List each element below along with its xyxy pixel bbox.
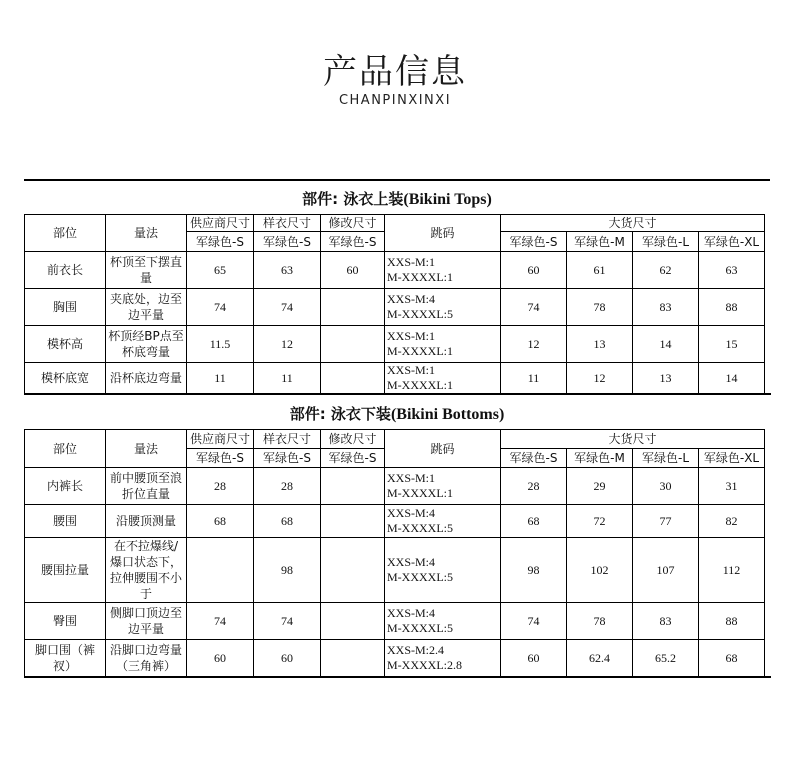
cell-part: 模杯底宽 [25, 363, 106, 395]
header-code: 跳码 [385, 430, 501, 468]
header-sample: 样衣尺寸 [254, 430, 321, 449]
cell-bulk-xl: 68 [699, 640, 765, 677]
subheader-bulk_xl: 军绿色-XL [699, 449, 765, 468]
subheader-supplier: 军绿色-S [187, 232, 254, 252]
size-code-line-1: XXS-M:1 [387, 363, 436, 377]
cell-method: 夹底处，边至边平量 [106, 289, 187, 326]
cell-method: 在不拉爆线/爆口状态下，拉伸腰围不小于 [106, 538, 187, 603]
header-method: 量法 [106, 215, 187, 252]
size-code-line-2: M-XXXXL:1 [387, 270, 453, 284]
table-row [25, 640, 771, 677]
header-supplier: 供应商尺寸 [187, 430, 254, 449]
size-code-line-1: XXS-M:4 [387, 555, 436, 569]
cell-revised: 60 [321, 252, 385, 289]
cell-bulk-m: 62.4 [567, 640, 633, 677]
cell-size-code [385, 640, 501, 677]
size-code-line-2: M-XXXXL:2.8 [387, 657, 462, 672]
cell-bulk-xl: 82 [699, 505, 765, 538]
cell-size-code [385, 289, 501, 326]
subheader-bulk_s: 军绿色-S [501, 449, 567, 468]
cell-bulk-l: 83 [633, 289, 699, 326]
bottoms-title-en: (Bikini Bottoms) [390, 406, 505, 423]
cell-edge [765, 232, 771, 252]
size-code-line-2: M-XXXXL:5 [387, 570, 453, 584]
cell-supplier [187, 538, 254, 603]
cell-revised [321, 640, 385, 677]
cell-revised [321, 505, 385, 538]
cell-sample: 12 [254, 326, 321, 363]
cell-part: 模杯高 [25, 326, 106, 363]
cell-bulk-s: 28 [501, 468, 567, 505]
cell-bulk-xl: 31 [699, 468, 765, 505]
table-row [25, 363, 771, 395]
cell-bulk-m: 29 [567, 468, 633, 505]
cell-size-code [385, 326, 501, 363]
table-row [25, 289, 771, 326]
cell-edge [765, 468, 771, 505]
cell-revised [321, 289, 385, 326]
cell-bulk-s: 74 [501, 603, 567, 640]
subheader-sample: 军绿色-S [254, 449, 321, 468]
cell-part: 前衣长 [25, 252, 106, 289]
cell-bulk-l: 62 [633, 252, 699, 289]
cell-revised [321, 468, 385, 505]
cell-bulk-l: 30 [633, 468, 699, 505]
cell-sample: 11 [254, 363, 321, 395]
cell-part: 臀围 [25, 603, 106, 640]
subheader-bulk_l: 军绿色-L [633, 449, 699, 468]
cell-supplier: 74 [187, 603, 254, 640]
cell-revised [321, 326, 385, 363]
size-code-line-2: M-XXXXL:1 [387, 486, 453, 500]
size-code-line-2: M-XXXXL:5 [387, 521, 453, 535]
cell-edge [765, 326, 771, 363]
cell-bulk-l: 65.2 [633, 640, 699, 677]
cell-method: 杯顶经BP点至杯底弯量 [106, 326, 187, 363]
size-code-line-2: M-XXXXL:5 [387, 621, 453, 635]
tops-title-en: (Bikini Tops) [403, 191, 492, 208]
cell-supplier: 11.5 [187, 326, 254, 363]
cell-bulk-m: 13 [567, 326, 633, 363]
header-supplier: 供应商尺寸 [187, 215, 254, 232]
size-code-line-1: XXS-M:4 [387, 292, 436, 306]
cell-sample: 74 [254, 289, 321, 326]
cell-method: 前中腰顶至浪折位直量 [106, 468, 187, 505]
subheader-bulk_m: 军绿色-M [567, 449, 633, 468]
cell-supplier: 68 [187, 505, 254, 538]
cell-bulk-l: 83 [633, 603, 699, 640]
subheader-revised: 军绿色-S [321, 232, 385, 252]
subheader-bulk_xl: 军绿色-XL [699, 232, 765, 252]
cell-bulk-s: 12 [501, 326, 567, 363]
cell-sample: 68 [254, 505, 321, 538]
table-row [25, 468, 771, 505]
cell-edge [765, 640, 771, 677]
cell-part: 脚口围（裤衩） [25, 640, 106, 677]
cell-part: 内裤长 [25, 468, 106, 505]
size-code-line-1: XXS-M:4 [387, 606, 436, 620]
cell-method: 沿杯底边弯量 [106, 363, 187, 395]
tops-section-title [24, 188, 770, 209]
cell-supplier: 60 [187, 640, 254, 677]
table-row [25, 252, 771, 289]
cell-bulk-s: 60 [501, 252, 567, 289]
header-part: 部位 [25, 215, 106, 252]
subheader-bulk_m: 军绿色-M [567, 232, 633, 252]
header-method: 量法 [106, 430, 187, 468]
table-row [25, 326, 771, 363]
cell-bulk-xl: 15 [699, 326, 765, 363]
page-subtitle: CHANPINXINXI [338, 93, 452, 108]
page-title: 产品信息 [323, 52, 467, 92]
header-revised: 修改尺寸 [321, 430, 385, 449]
bottoms-section-title [24, 403, 770, 424]
cell-edge [765, 449, 771, 468]
cell-edge [765, 505, 771, 538]
cell-bulk-m: 61 [567, 252, 633, 289]
cell-edge [765, 215, 771, 232]
cell-bulk-m: 102 [567, 538, 633, 603]
size-code-line-2: M-XXXXL:1 [387, 344, 453, 358]
cell-revised [321, 603, 385, 640]
cell-edge [765, 363, 771, 395]
cell-size-code [385, 252, 501, 289]
cell-sample: 63 [254, 252, 321, 289]
header-part: 部位 [25, 430, 106, 468]
cell-bulk-s: 68 [501, 505, 567, 538]
table-row [25, 603, 771, 640]
header-revised: 修改尺寸 [321, 215, 385, 232]
cell-part: 胸围 [25, 289, 106, 326]
bottoms-title-cn: 部件: 泳衣下装 [289, 405, 391, 423]
cell-method: 侧脚口顶边至边平量 [106, 603, 187, 640]
cell-supplier: 74 [187, 289, 254, 326]
cell-bulk-xl: 63 [699, 252, 765, 289]
cell-bulk-l: 13 [633, 363, 699, 395]
cell-method: 杯顶至下摆直量 [106, 252, 187, 289]
size-code-line-1: XXS-M:1 [387, 329, 436, 343]
cell-method: 沿腰顶测量 [106, 505, 187, 538]
size-code-line-1: XXS-M:1 [387, 255, 436, 269]
size-code-line-1: XXS-M:4 [387, 506, 436, 520]
cell-bulk-m: 78 [567, 289, 633, 326]
cell-bulk-s: 98 [501, 538, 567, 603]
cell-bulk-xl: 88 [699, 289, 765, 326]
cell-bulk-s: 74 [501, 289, 567, 326]
cell-bulk-s: 11 [501, 363, 567, 395]
size-code-line-1: XXS-M:2.4 [387, 642, 445, 657]
cell-size-code [385, 363, 501, 395]
table-row [25, 505, 771, 538]
cell-bulk-m: 72 [567, 505, 633, 538]
cell-bulk-s: 60 [501, 640, 567, 677]
subheader-sample: 军绿色-S [254, 232, 321, 252]
size-code-line-2: M-XXXXL:5 [387, 307, 453, 321]
cell-edge [765, 430, 771, 449]
cell-bulk-xl: 112 [699, 538, 765, 603]
header-sample: 样衣尺寸 [254, 215, 321, 232]
cell-bulk-xl: 88 [699, 603, 765, 640]
cell-supplier: 28 [187, 468, 254, 505]
cell-size-code [385, 538, 501, 603]
tops-spec-table [24, 214, 771, 395]
cell-size-code [385, 505, 501, 538]
cell-edge [765, 538, 771, 603]
cell-sample: 98 [254, 538, 321, 603]
bottoms-spec-table [24, 429, 771, 678]
cell-edge [765, 603, 771, 640]
cell-revised [321, 363, 385, 395]
cell-bulk-l: 14 [633, 326, 699, 363]
cell-bulk-l: 107 [633, 538, 699, 603]
cell-supplier: 11 [187, 363, 254, 395]
divider [24, 179, 770, 181]
cell-sample: 60 [254, 640, 321, 677]
table-row [25, 538, 771, 603]
cell-sample: 28 [254, 468, 321, 505]
header-bulk: 大货尺寸 [501, 430, 765, 449]
header-bulk: 大货尺寸 [501, 215, 765, 232]
subheader-bulk_s: 军绿色-S [501, 232, 567, 252]
cell-sample: 74 [254, 603, 321, 640]
cell-part: 腰围拉量 [25, 538, 106, 603]
cell-bulk-m: 12 [567, 363, 633, 395]
cell-supplier: 65 [187, 252, 254, 289]
cell-size-code [385, 603, 501, 640]
subheader-bulk_l: 军绿色-L [633, 232, 699, 252]
cell-bulk-m: 78 [567, 603, 633, 640]
size-code-line-1: XXS-M:1 [387, 471, 436, 485]
header-code: 跳码 [385, 215, 501, 252]
cell-bulk-l: 77 [633, 505, 699, 538]
size-code-line-2: M-XXXXL:1 [387, 378, 453, 392]
cell-size-code [385, 468, 501, 505]
cell-revised [321, 538, 385, 603]
cell-edge [765, 289, 771, 326]
subheader-revised: 军绿色-S [321, 449, 385, 468]
cell-method: 沿脚口边弯量（三角裤） [106, 640, 187, 677]
tops-title-cn: 部件: 泳衣上装 [302, 190, 404, 208]
subheader-supplier: 军绿色-S [187, 449, 254, 468]
cell-bulk-xl: 14 [699, 363, 765, 395]
cell-edge [765, 252, 771, 289]
cell-part: 腰围 [25, 505, 106, 538]
